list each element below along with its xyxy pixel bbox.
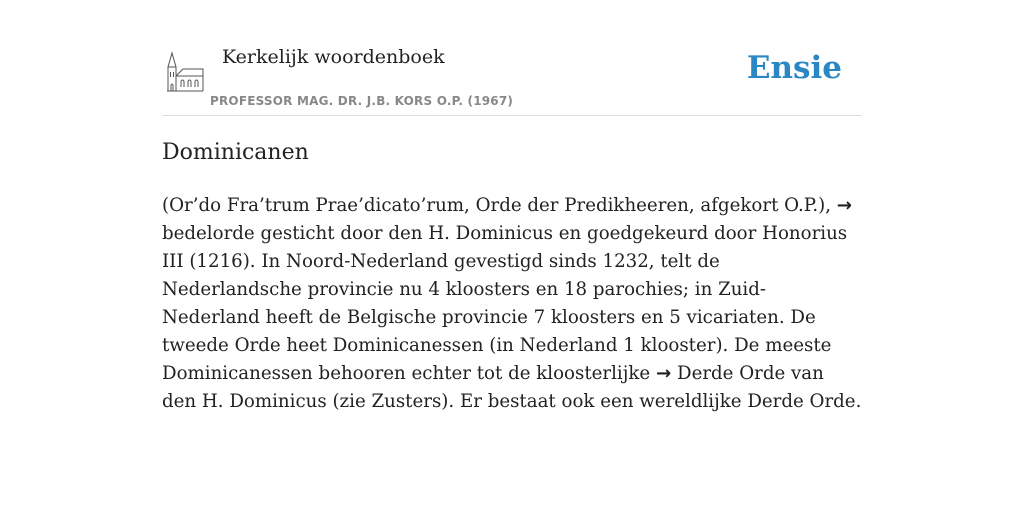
entry-text: Derde Orde van den H. Dominicus (zie Zusters). Er bestaat ook een wereldlijke Derde Orde.: [162, 363, 862, 412]
book-title[interactable]: Kerkelijk woordenboek: [222, 46, 445, 68]
entry-text: (Or’do Fra’trum Prae’dicato’rum, Orde der Predikheeren, afgekort O.P.),: [162, 195, 837, 216]
author-line: PROFESSOR MAG. DR. J.B. KORS O.P. (1967): [210, 94, 514, 108]
brand-logo[interactable]: Ensie: [746, 50, 842, 86]
entry-title: Dominicanen: [162, 140, 309, 165]
entry-body: [162, 192, 862, 416]
header: [162, 0, 862, 116]
see-also-arrow[interactable]: →: [655, 363, 672, 384]
page: [162, 0, 862, 412]
see-also-arrow[interactable]: →: [836, 195, 853, 216]
church-icon: [165, 50, 205, 94]
entry-text: bedelorde gesticht door den H. Dominicus en goedgekeurd door Honorius III (1216). In Noord-Nederland gevestigd sinds 1232, telt de Nederlandsche provincie nu 4 kloosters en 18 parochies; in Zuid-Nederland heeft de Belgische provincie 7 kloosters en 5 vicariaten. De tweede Orde heet Dominicanessen (in Nederland 1 klooster). De meeste Dominicanessen behooren echter tot de kloosterlijke: [162, 223, 848, 384]
